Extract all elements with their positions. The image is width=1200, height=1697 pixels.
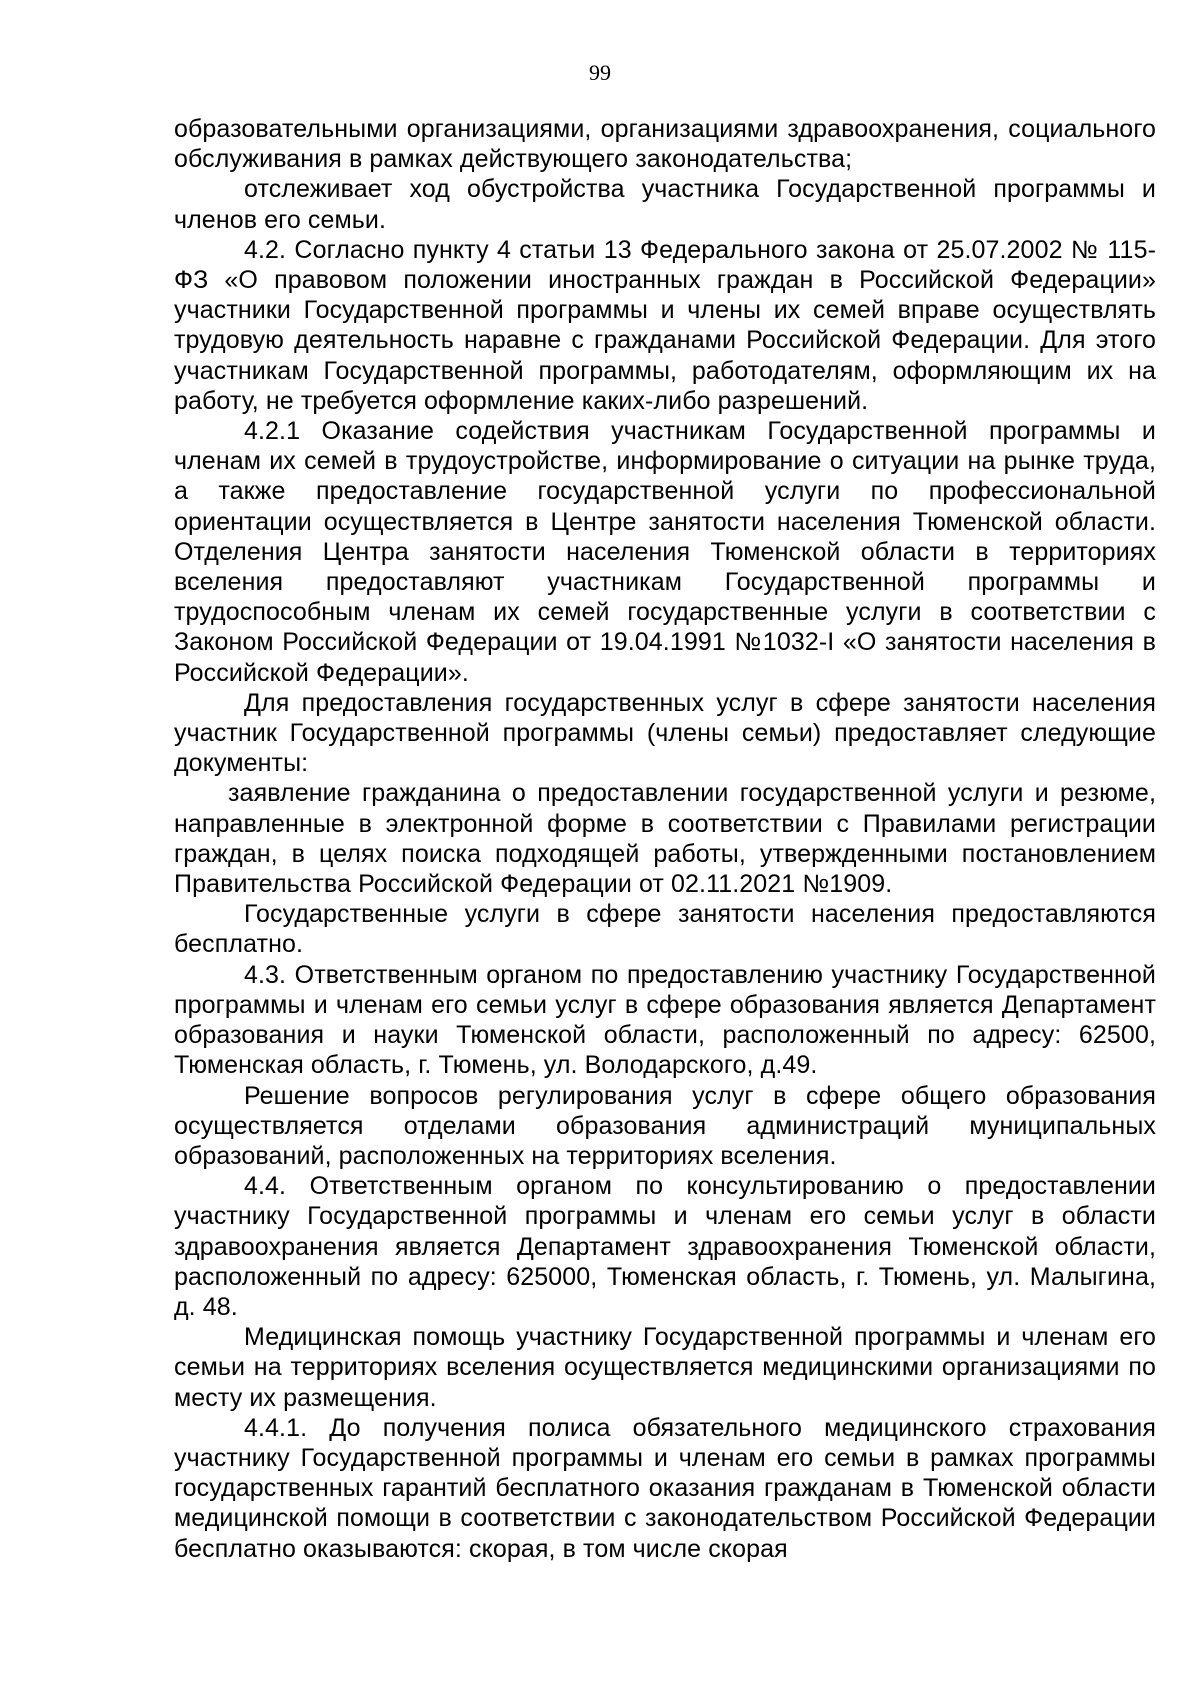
paragraph: 4.2.1 Оказание содействия участникам Государственной программы и членам их семей в трудоустройстве, информирование о ситуации на рынке труда, а также предоставление государственной услуги по профессиональной ориентации осуществляется в Центре занятости населения Тюменской области. Отделения Центра занятости населения Тюменской области в территориях вселения предоставляют участникам Государственной программы и трудоспособным членам их семей государственные услуги в соответствии с Законом Российской Федерации от 19.04.1991 №1032-I «О занятости населения в Российской Федерации».	[174, 417, 1156, 687]
paragraph: заявление гражданина о предоставлении государственной услуги и резюме, направленные в электронной форме в соответствии с Правилами регистрации граждан, в целях поиска подходящей работы, утвержденными постановлением Правительства Российской Федерации от 02.11.2021 №1909.	[174, 779, 1156, 899]
paragraph: Государственные услуги в сфере занятости населения предоставляются бесплатно.	[174, 900, 1156, 959]
paragraph: Решение вопросов регулирования услуг в сфере общего образования осуществляется отделами образования администраций муниципальных образований, расположенных на территориях вселения.	[174, 1081, 1156, 1170]
document-body	[174, 114, 1156, 1564]
paragraph: Для предоставления государственных услуг в сфере занятости населения участник Государственной программы (члены семьи) предоставляет следующие документы:	[174, 688, 1156, 778]
paragraph: образовательными организациями, организациями здравоохранения, социального обслуживания в рамках действующего законодательства;	[174, 115, 1156, 174]
paragraph: 4.2. Согласно пункту 4 статьи 13 Федерального закона от 25.07.2002 № 115-ФЗ «О правовом положении иностранных граждан в Российской Федерации» участники Государственной программы и члены их семей вправе осуществлять трудовую деятельность наравне с гражданами Российской Федерации. Для этого участникам Государственной программы, работодателям, оформляющим их на работу, не требуется оформление каких-либо разрешений.	[174, 235, 1156, 415]
paragraph: 4.3. Ответственным органом по предоставлению участнику Государственной программы и членам его семьи услуг в сфере образования является Департамент образования и науки Тюменской области, расположенный по адресу: 62500, Тюменская область, г. Тюмень, ул. Володарского, д.49.	[174, 960, 1156, 1080]
page-number: 99	[589, 60, 611, 85]
paragraph: 4.4. Ответственным органом по консультированию о предоставлении участнику Государственной программы и членам его семьи услуг в области здравоохранения является Департамент здравоохранения Тюменской области, расположенный по адресу: 625000, Тюменская область, г. Тюмень, ул. Малыгина, д. 48.	[174, 1172, 1156, 1321]
paragraph: Медицинская помощь участнику Государственной программы и членам его семьи на территориях вселения осуществляется медицинскими организациями по месту их размещения.	[174, 1323, 1156, 1412]
paragraph: отслеживает ход обустройства участника Государственной программы и членов его семьи.	[174, 175, 1156, 234]
paragraph: 4.4.1. До получения полиса обязательного медицинского страхования участнику Государственной программы и членам его семьи в рамках программы государственных гарантий бесплатного оказания гражданам в Тюменской области медицинской помощи в соответствии с законодательством Российской Федерации бесплатно оказываются: скорая, в том числе скорая	[174, 1413, 1156, 1563]
